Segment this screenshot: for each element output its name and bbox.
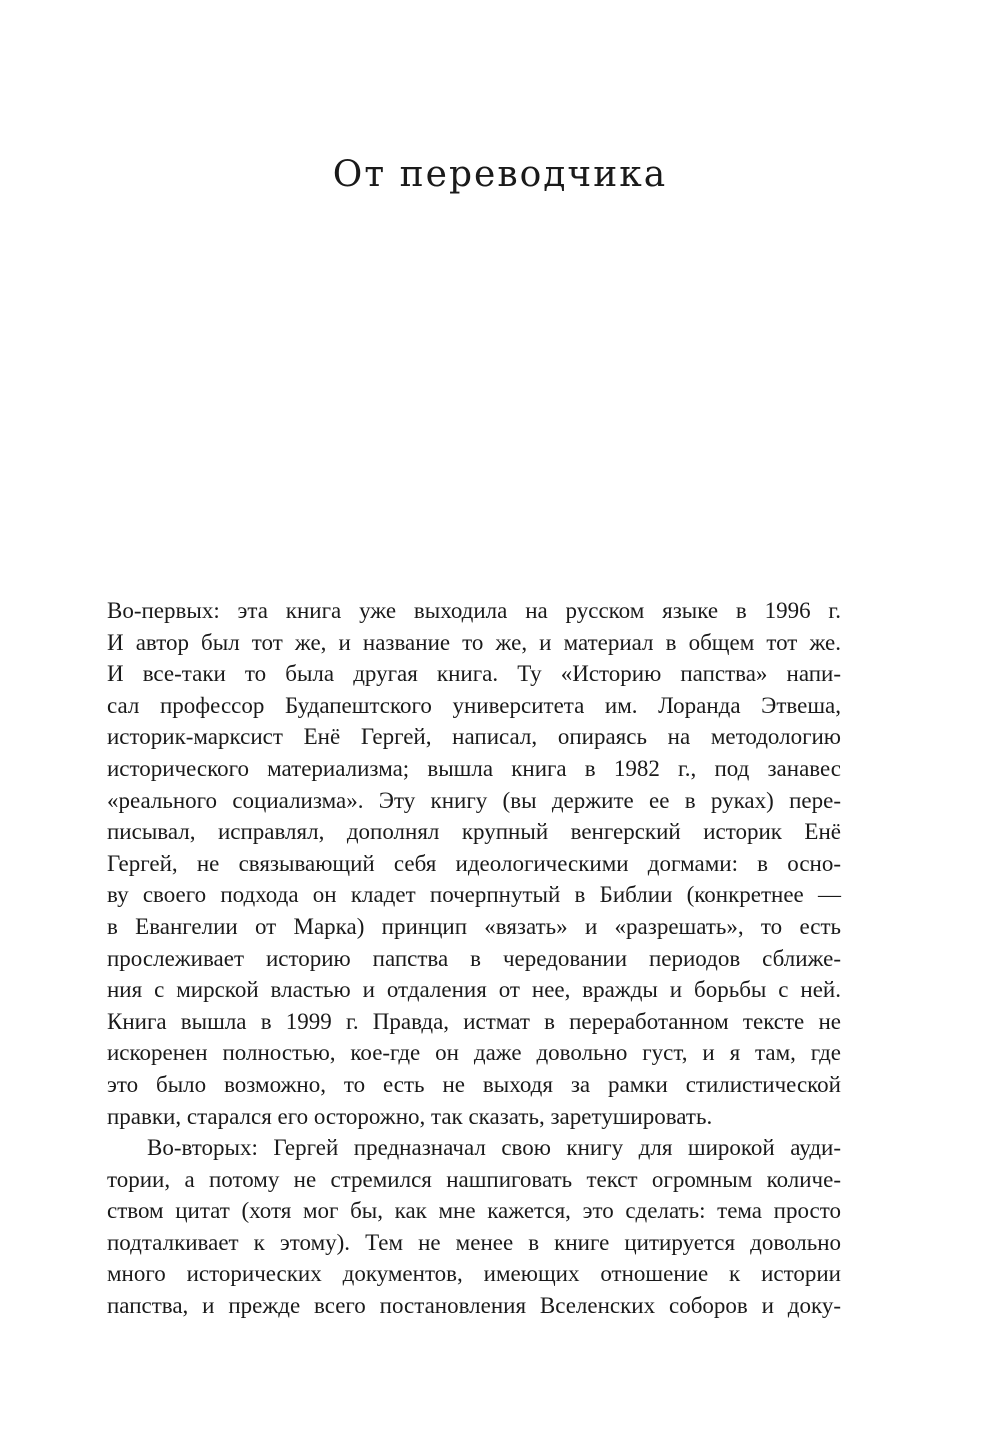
text-line: «реального социализма». Эту книгу (вы держите ее в руках) пере- (107, 787, 841, 813)
text-line: Книга вышла в 1999 г. Правда, истмат в переработанном тексте не (107, 1008, 841, 1034)
text-line: искоренен полностью, кое-где он даже довольно густ, и я там, где (107, 1040, 841, 1066)
body-text (107, 595, 841, 1322)
text-line: тории, а потому не стремился нашпиговать текст огромным количе- (107, 1166, 841, 1192)
text-line: много исторических документов, имеющих отношение к истории (107, 1261, 841, 1287)
text-line: ством цитат (хотя мог бы, как мне кажется, это сделать: тема просто (107, 1198, 841, 1224)
text-line: И все-таки то была другая книга. Ту «Историю папства» напи- (107, 661, 841, 687)
text-line: папства, и прежде всего постановления Вселенских соборов и доку- (107, 1293, 841, 1319)
text-line: это было возможно, то есть не выходя за рамки стилистической (107, 1071, 841, 1097)
text-line: И автор был тот же, и название то же, и материал в общем тот же. (107, 629, 841, 655)
text-line: подталкивает к этому). Тем не менее в книге цитируется довольно (107, 1229, 841, 1255)
text-line: Гергей, не связывающий себя идеологическими догмами: в осно- (107, 850, 841, 876)
text-line: исторического материализма; вышла книга в 1982 г., под занавес (107, 755, 841, 781)
text-line: сал профессор Будапештского университета им. Лоранда Этвеша, (107, 692, 841, 718)
text-line: в Евангелии от Марка) принцип «вязать» и «разрешать», то есть (107, 913, 841, 939)
paragraph-2 (107, 1132, 841, 1322)
text-line: ния с мирской властью и отдаления от нее, вражды и борьбы с ней. (107, 977, 841, 1003)
text-line: Во-вторых: Гергей предназначал свою книгу для широкой ауди- (147, 1135, 841, 1161)
chapter-title: От переводчика (332, 154, 668, 195)
text-line: прослеживает историю папства в чередовании периодов сближе- (107, 945, 841, 971)
text-line: историк-марксист Енё Гергей, написал, опираясь на методологию (107, 724, 841, 750)
text-line: писывал, исправлял, дополнял крупный венгерский историк Енё (107, 819, 841, 845)
text-line: ву своего подхода он кладет почерпнутый в Библии (конкретнее — (107, 882, 841, 908)
paragraph-1 (107, 595, 841, 1132)
text-line: правки, старался его осторожно, так сказать, заретушировать. (107, 1103, 713, 1129)
text-line: Во-первых: эта книга уже выходила на русском языке в 1996 г. (107, 598, 841, 623)
